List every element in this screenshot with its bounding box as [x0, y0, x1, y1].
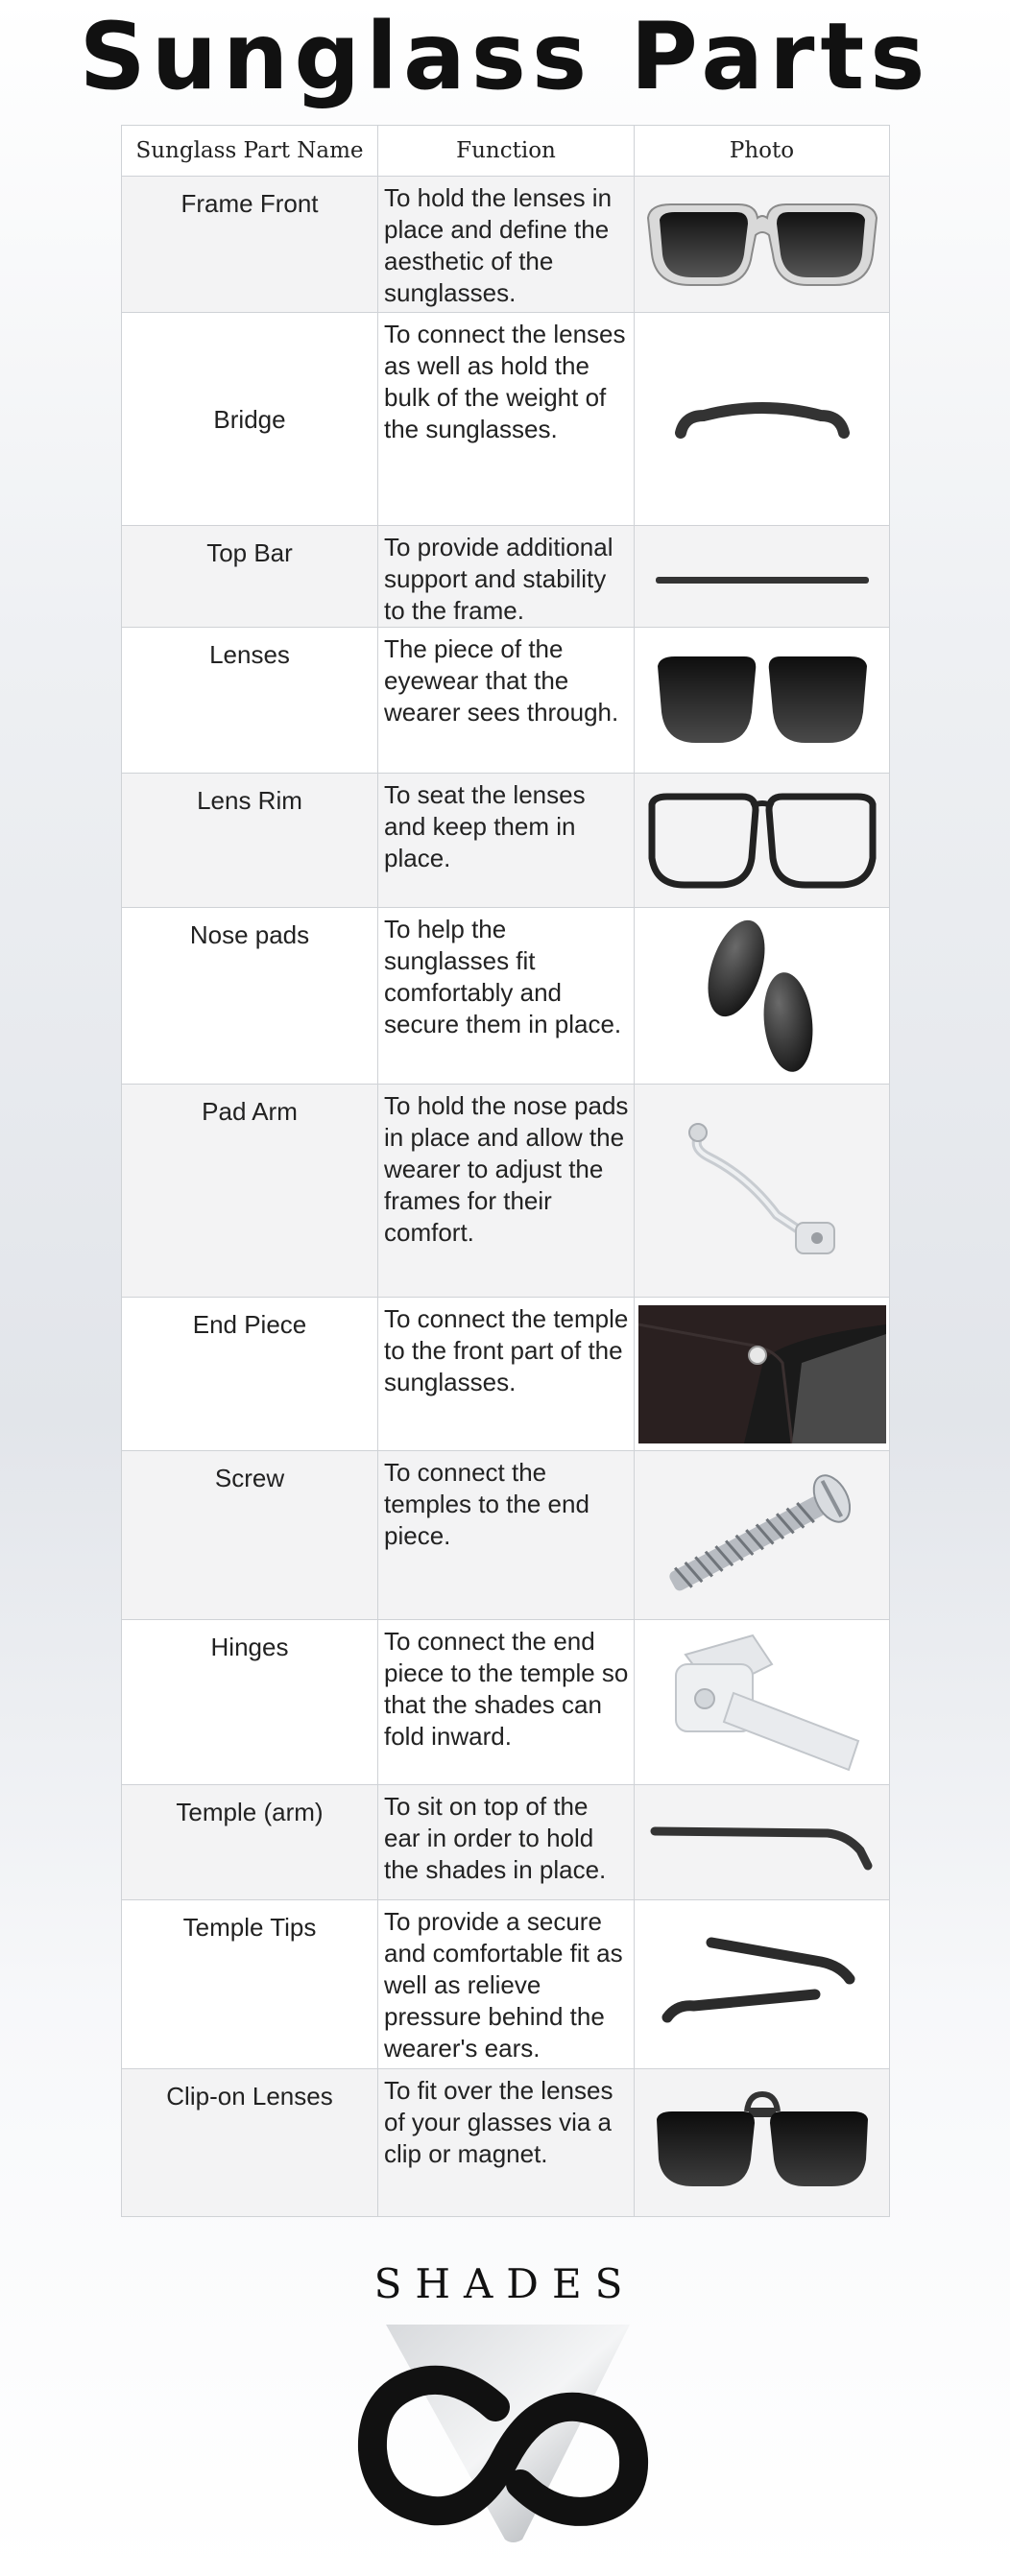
part-photo	[635, 1451, 890, 1620]
hinge-icon	[647, 1626, 878, 1779]
part-name: Hinges	[122, 1620, 378, 1785]
part-photo	[635, 1785, 890, 1900]
nose-pads-icon	[681, 915, 844, 1078]
temple-icon	[649, 1804, 876, 1881]
part-function: To help the sunglasses fit comfortably and secure them in place.	[378, 908, 635, 1085]
part-name: Temple Tips	[122, 1900, 378, 2069]
part-photo	[635, 1298, 890, 1451]
part-photo	[635, 1900, 890, 2069]
header-part-name: Sunglass Part Name	[122, 126, 378, 177]
pad-arm-icon	[661, 1109, 863, 1273]
table-row	[122, 1785, 890, 1900]
brand-name: SHADES	[373, 2260, 637, 2307]
part-name: Nose pads	[122, 908, 378, 1085]
part-photo	[635, 2069, 890, 2217]
brand-logo	[0, 2255, 1010, 2563]
table-row	[122, 177, 890, 313]
screw-icon	[647, 1464, 878, 1608]
end-piece-icon	[638, 1305, 886, 1443]
lens-rim-icon	[642, 791, 882, 891]
part-function: To seat the lenses and keep them in place.	[378, 774, 635, 908]
part-function: To provide a secure and comfortable fit as well as relieve pressure behind the wearer's ears.	[378, 1900, 635, 2069]
part-name: Clip-on Lenses	[122, 2069, 378, 2217]
header-photo: Photo	[635, 126, 890, 177]
table-row	[122, 313, 890, 526]
table-row	[122, 908, 890, 1085]
part-name: End Piece	[122, 1298, 378, 1451]
table-row	[122, 1298, 890, 1451]
part-function: To connect the temple to the front part of the sunglasses.	[378, 1298, 635, 1451]
page-title: Sunglass Parts	[79, 3, 931, 110]
part-photo	[635, 177, 890, 313]
part-name: Frame Front	[122, 177, 378, 313]
part-photo	[635, 1085, 890, 1298]
part-photo	[635, 1620, 890, 1785]
table-row	[122, 1451, 890, 1620]
table-row	[122, 1900, 890, 2069]
temple-tips-icon	[652, 1918, 873, 2052]
part-function: To hold the lenses in place and define the aesthetic of the sunglasses.	[378, 177, 635, 313]
part-function: To connect the end piece to the temple so that the shades can fold inward.	[378, 1620, 635, 1785]
table-row	[122, 1085, 890, 1298]
part-name: Screw	[122, 1451, 378, 1620]
frame-front-icon	[642, 197, 882, 293]
table-row	[122, 628, 890, 774]
table-row	[122, 2069, 890, 2217]
clip-on-lenses-icon	[647, 2090, 878, 2196]
table-row	[122, 774, 890, 908]
part-photo	[635, 313, 890, 526]
lenses-icon	[652, 653, 873, 749]
part-function: To connect the temples to the end piece.	[378, 1451, 635, 1620]
part-function: The piece of the eyewear that the wearer sees through.	[378, 628, 635, 774]
part-function: To sit on top of the ear in order to hold the shades in place.	[378, 1785, 635, 1900]
part-function: To hold the nose pads in place and allow the wearer to adjust the frames for their comfort.	[378, 1085, 635, 1298]
shades-logo-icon	[351, 2315, 659, 2545]
part-function: To provide additional support and stability to the frame.	[378, 526, 635, 628]
part-function: To fit over the lenses of your glasses via a clip or magnet.	[378, 2069, 635, 2217]
table-row	[122, 1620, 890, 1785]
part-photo	[635, 774, 890, 908]
part-name: Temple (arm)	[122, 1785, 378, 1900]
top-bar-icon	[652, 558, 873, 596]
part-photo	[635, 628, 890, 774]
header-function: Function	[378, 126, 635, 177]
part-name: Pad Arm	[122, 1085, 378, 1298]
part-name: Lenses	[122, 628, 378, 774]
part-photo	[635, 526, 890, 628]
sunglass-parts-table	[121, 125, 890, 2217]
table-row	[122, 526, 890, 628]
part-name: Lens Rim	[122, 774, 378, 908]
part-function: To connect the lenses as well as hold the bulk of the weight of the sunglasses.	[378, 313, 635, 526]
table-header-row	[122, 126, 890, 177]
bridge-icon	[671, 391, 854, 448]
part-name: Top Bar	[122, 526, 378, 628]
part-photo	[635, 908, 890, 1085]
part-name: Bridge	[122, 313, 378, 526]
